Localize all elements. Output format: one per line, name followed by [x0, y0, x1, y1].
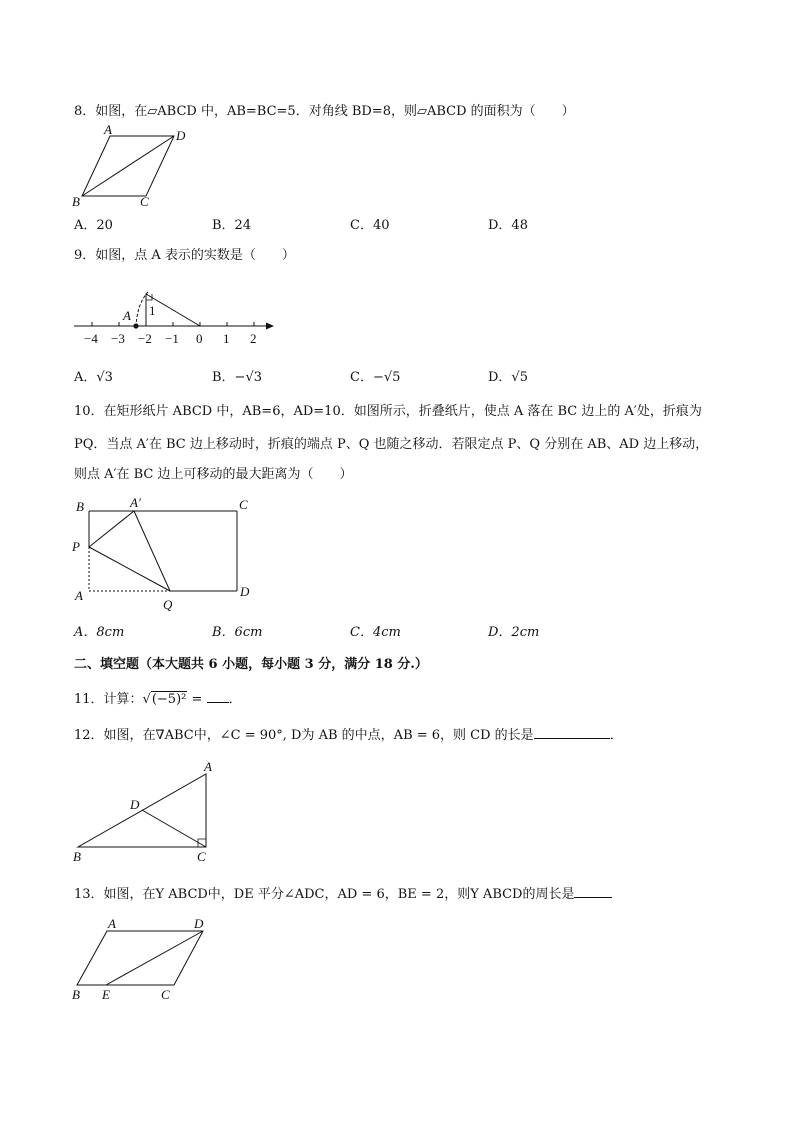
- q13-label-b: B: [72, 987, 80, 1002]
- q13-line: [74, 885, 612, 904]
- q10-label-p: P: [72, 539, 80, 554]
- q10-line-1: 10．在矩形纸片 ABCD 中，AB=6，AD=10．如图所示，折叠纸片，使点 A 落在 BC 边上的 A′处，折痕为: [74, 404, 702, 419]
- q10-fold-pq: [89, 547, 170, 591]
- q13-text: 13．如图，在Y ABCD中，DE 平分∠ADC，AD = 6，BE = 2，则Y ABCD的周长是: [74, 887, 575, 902]
- q9-axis-arrow: [266, 323, 274, 330]
- q10-option-c: C．4cm: [350, 625, 401, 640]
- q13-label-c: C: [161, 987, 170, 1002]
- q9-tick-label: −2: [138, 331, 152, 346]
- q10-line-3: 则点 A′在 BC 边上可移动的最大距离为（ ）: [74, 467, 353, 482]
- q12-label-c: C: [197, 849, 206, 864]
- q8-option-a: A．20: [74, 218, 113, 233]
- q9-number-line-figure: [70, 280, 280, 350]
- q11-prefix: 11．计算：: [74, 692, 143, 707]
- q8-option-d: D．48: [488, 218, 528, 233]
- q12-triangle-figure: [70, 758, 220, 866]
- q9-ticks: [92, 322, 254, 326]
- q12-label-b: B: [73, 849, 81, 864]
- q10-label-a-prime: A′: [130, 495, 141, 510]
- q8-figure: [70, 124, 190, 208]
- q8-text: 8．如图，在▱ABCD 中，AB=BC=5．对角线 BD=8，则▱ABCD 的面积为（ ）: [74, 104, 575, 119]
- q10-option-a: A．8cm: [74, 625, 125, 640]
- q11-line: [74, 690, 242, 709]
- q12-line: [74, 726, 623, 745]
- q9-option-b: B．−√3: [212, 370, 263, 385]
- q8-label-c: C: [140, 194, 149, 209]
- q9-tick-label: −4: [84, 331, 98, 346]
- q13-label-a: A: [108, 916, 116, 931]
- q10-label-b: B: [76, 499, 84, 514]
- q9-label-one: 1: [149, 303, 156, 318]
- q9-label-a: A: [123, 308, 131, 323]
- q10-label-c: C: [239, 497, 248, 512]
- q9-text: 9．如图，点 A 表示的实数是（ ）: [74, 248, 295, 263]
- q13-label-d: D: [194, 916, 204, 931]
- section-2-heading: 二、填空题（本大题共 6 小题，每小题 3 分，满分 18 分.）: [74, 657, 428, 672]
- q11-sqrt-symbol: √: [142, 692, 151, 707]
- q9-tick-label: 1: [223, 331, 230, 346]
- q10-segment-pa1: [89, 511, 134, 547]
- q10-label-q: Q: [163, 597, 173, 612]
- q11-equals: =: [191, 692, 203, 707]
- q12-end: ．: [609, 728, 623, 743]
- q9-option-d: D．√5: [488, 370, 528, 385]
- q11-radicand: (−5)²: [151, 692, 187, 707]
- q12-answer-blank[interactable]: [534, 726, 610, 739]
- q9-tick-label: −1: [165, 331, 179, 346]
- q9-option-a: A．√3: [74, 370, 113, 385]
- q12-text: 12．如图，在∇ABC中，∠C = 90°, D为 AB 的中点，AB = 6，则 CD 的长是: [74, 728, 534, 743]
- q10-segment-a1q: [134, 511, 170, 591]
- q9-tick-label: 0: [196, 331, 203, 346]
- q10-label-d: D: [240, 584, 250, 599]
- q8-label-a: A: [104, 122, 112, 137]
- q13-parallelogram: [77, 931, 203, 985]
- q10-line-2: PQ．当点 A′在 BC 边上移动时，折痕的端点 P、Q 也随之移动．若限定点 P、Q 分别在 AB、AD 边上移动，: [74, 437, 709, 452]
- q12-median-cd: [142, 810, 206, 847]
- q8-label-d: D: [176, 128, 186, 143]
- q10-rectangle-figure: [70, 494, 270, 616]
- q8-label-b: B: [72, 194, 80, 209]
- q13-label-e: E: [102, 987, 110, 1002]
- q9-tick-label: −3: [111, 331, 125, 346]
- q12-label-d: D: [130, 797, 140, 812]
- q11-period: ．: [228, 692, 242, 707]
- q8-option-b: B．24: [212, 218, 252, 233]
- q10-option-d: D．2cm: [488, 625, 540, 640]
- q8-option-c: C．40: [350, 218, 390, 233]
- q12-label-a: A: [204, 759, 212, 774]
- q10-label-a: A: [75, 588, 83, 603]
- q11-answer-blank[interactable]: [207, 690, 229, 703]
- q9-option-c: C．−√5: [350, 370, 401, 385]
- q10-option-b: B．6cm: [212, 625, 263, 640]
- q13-answer-blank[interactable]: [574, 885, 612, 898]
- q9-point-a: [133, 323, 138, 328]
- q13-parallelogram-figure: [70, 914, 220, 1004]
- q9-tick-label: 2: [250, 331, 257, 346]
